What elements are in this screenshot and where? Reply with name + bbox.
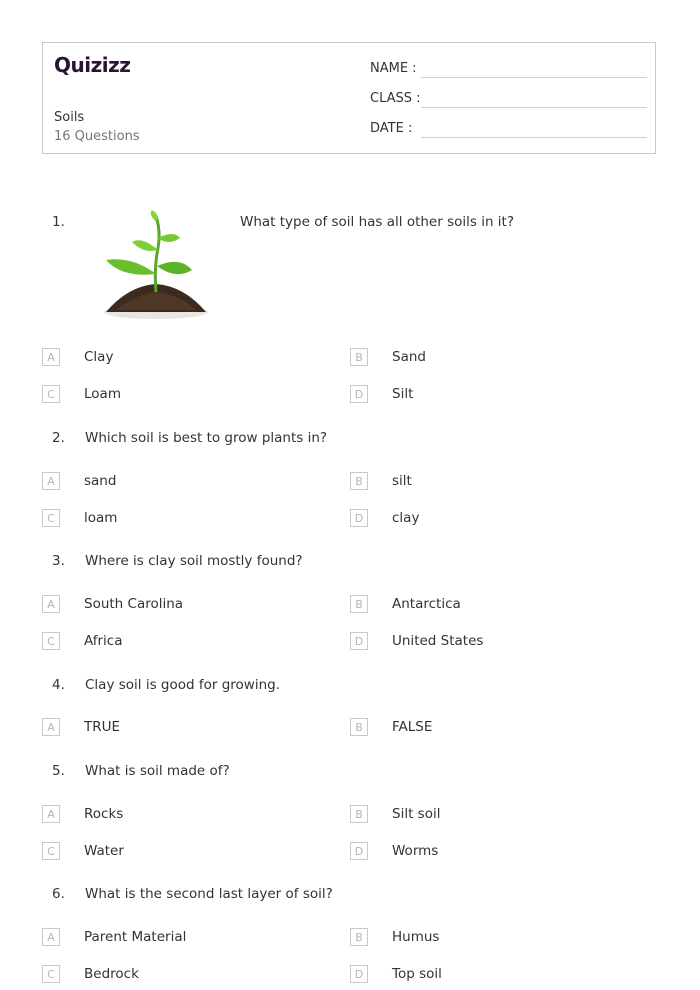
option-text: Silt soil <box>392 806 441 822</box>
option-letter-box[interactable]: A <box>42 348 60 366</box>
option-text: Top soil <box>392 966 442 982</box>
option-letter-box[interactable]: A <box>42 805 60 823</box>
class-line[interactable] <box>421 107 647 108</box>
quizizz-logo: Quizizz <box>54 53 131 77</box>
question-text: What type of soil has all other soils in it? <box>240 214 515 230</box>
option-letter-box[interactable]: B <box>350 718 368 736</box>
option-letter-box[interactable]: D <box>350 965 368 983</box>
option-letter-box[interactable]: C <box>42 509 60 527</box>
option-letter-box[interactable]: A <box>42 928 60 946</box>
option-letter-box[interactable]: C <box>42 965 60 983</box>
option-text: Worms <box>392 843 439 859</box>
question-text: Which soil is best to grow plants in? <box>85 430 328 446</box>
option-text: Sand <box>392 349 426 365</box>
option-text: Africa <box>84 633 123 649</box>
question-text: Where is clay soil mostly found? <box>85 553 303 569</box>
question-number: 6. <box>52 886 65 902</box>
option-text: FALSE <box>392 719 433 735</box>
option-text: South Carolina <box>84 596 184 612</box>
option-text: sand <box>84 473 117 489</box>
option-text: Silt <box>392 386 414 402</box>
option-letter-box[interactable]: D <box>350 632 368 650</box>
option-letter-box[interactable]: D <box>350 385 368 403</box>
option-letter-box[interactable]: B <box>350 348 368 366</box>
name-label: NAME : <box>370 61 417 76</box>
option-letter-box[interactable]: B <box>350 472 368 490</box>
question-number: 5. <box>52 763 65 779</box>
option-letter-box[interactable]: D <box>350 509 368 527</box>
option-text: Water <box>84 843 124 859</box>
date-label: DATE : <box>370 121 413 136</box>
question-count: 16 Questions <box>54 129 140 144</box>
option-letter-box[interactable]: D <box>350 842 368 860</box>
question-number: 3. <box>52 553 65 569</box>
option-letter-box[interactable]: C <box>42 632 60 650</box>
option-text: TRUE <box>84 719 121 735</box>
question-number: 4. <box>52 677 65 693</box>
plant-seedling-image <box>88 208 224 324</box>
question-text: What is soil made of? <box>85 763 230 779</box>
option-text: Bedrock <box>84 966 139 982</box>
option-letter-box[interactable]: C <box>42 842 60 860</box>
option-text: Humus <box>392 929 440 945</box>
option-text: Parent Material <box>84 929 187 945</box>
option-text: United States <box>392 633 484 649</box>
option-text: Rocks <box>84 806 124 822</box>
date-line[interactable] <box>421 137 647 138</box>
option-text: clay <box>392 510 420 526</box>
question-text: What is the second last layer of soil? <box>85 886 333 902</box>
option-text: loam <box>84 510 118 526</box>
option-text: Clay <box>84 349 114 365</box>
worksheet-title: Soils <box>54 110 85 125</box>
option-text: silt <box>392 473 412 489</box>
option-letter-box[interactable]: C <box>42 385 60 403</box>
question-text: Clay soil is good for growing. <box>85 677 280 693</box>
date-field[interactable] <box>370 121 647 141</box>
option-letter-box[interactable]: A <box>42 718 60 736</box>
name-field[interactable] <box>370 61 647 81</box>
option-text: Antarctica <box>392 596 461 612</box>
option-letter-box[interactable]: B <box>350 928 368 946</box>
class-label: CLASS : <box>370 91 421 106</box>
option-letter-box[interactable]: A <box>42 472 60 490</box>
class-field[interactable] <box>370 91 647 111</box>
question-number: 2. <box>52 430 65 446</box>
option-letter-box[interactable]: A <box>42 595 60 613</box>
option-text: Loam <box>84 386 121 402</box>
worksheet-header <box>42 42 656 154</box>
option-letter-box[interactable]: B <box>350 595 368 613</box>
option-letter-box[interactable]: B <box>350 805 368 823</box>
question-number: 1. <box>52 214 65 230</box>
name-line[interactable] <box>421 77 647 78</box>
